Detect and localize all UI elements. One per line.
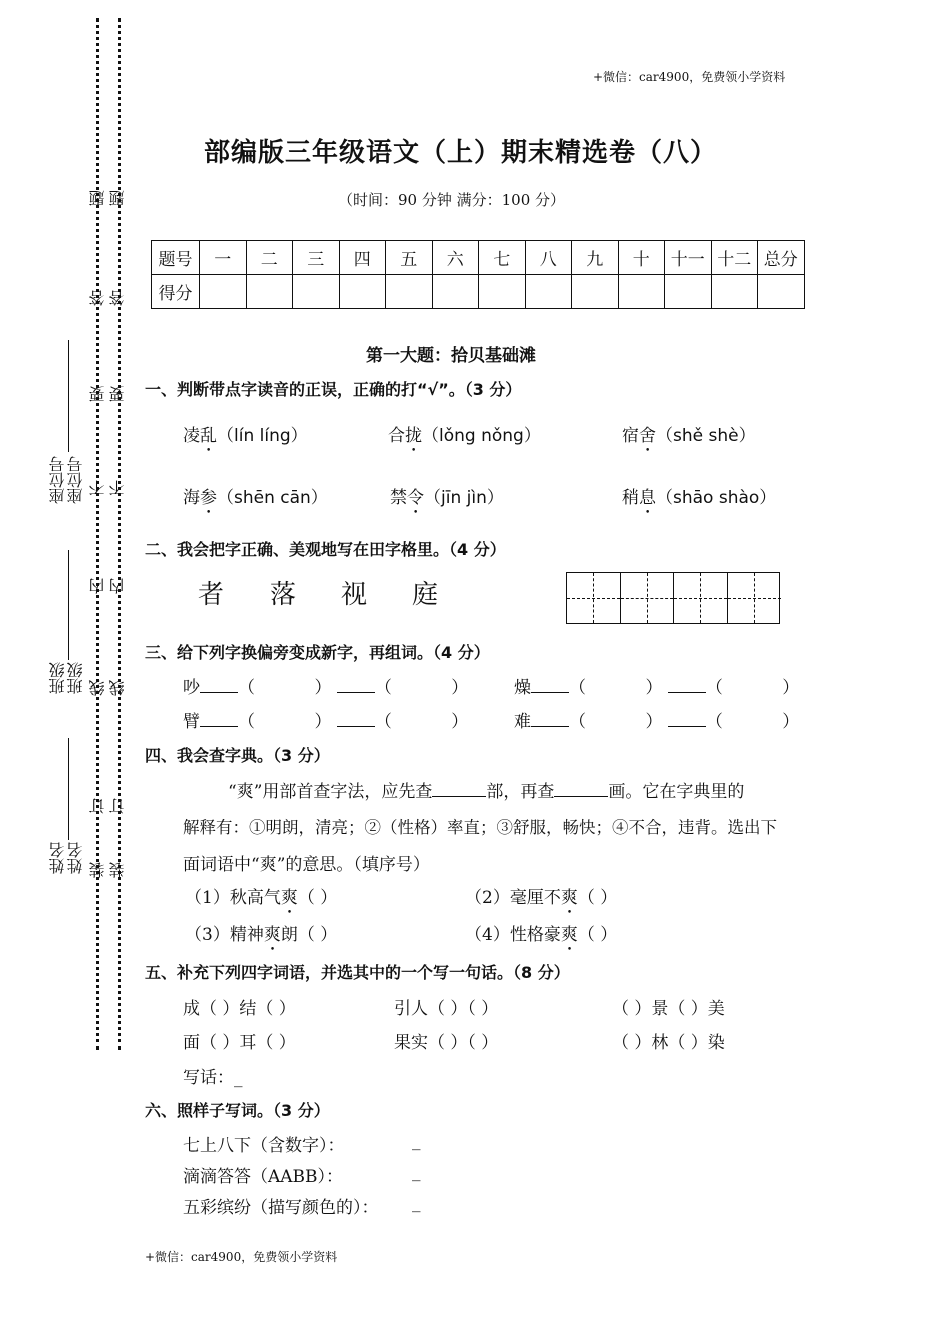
- q1-item-5: 禁令（jīn jìn）: [390, 488, 504, 508]
- q5-row1-item1: 成（ ）结（ ）: [183, 999, 296, 1019]
- binding-word: 不: [88, 480, 107, 496]
- score-col-9: 九: [572, 241, 619, 275]
- score-col-2: 二: [246, 241, 293, 275]
- q4-item-1: （1）秋高气爽（ ）: [185, 888, 338, 908]
- score-input-4[interactable]: [339, 275, 386, 309]
- name-field-label-2: 姓名: [66, 842, 85, 874]
- binding-dotted-line-left: [96, 18, 99, 1050]
- q1-item-6: 稍息（shāo shào）: [622, 488, 777, 508]
- binding-word: 要: [108, 386, 127, 402]
- q2-char-3: 视: [341, 580, 368, 610]
- page-subtitle: （时间：90 分钟 满分：100 分）: [338, 191, 566, 209]
- score-input-7[interactable]: [479, 275, 526, 309]
- seat-field-label: 座位号: [48, 456, 67, 504]
- q3-row1-a: 吵 （ ） （ ）: [183, 678, 469, 698]
- q4-paragraph-line3: 面词语中“爽”的意思。（填序号）: [183, 855, 430, 875]
- q1-title: 一、判断带点字读音的正误，正确的打“√”。（3 分）: [145, 380, 522, 399]
- q5-row2-item3: （ ）林（ ）染: [612, 1033, 725, 1053]
- q4-item-3: （3）精神爽朗（ ）: [185, 925, 338, 945]
- score-input-total[interactable]: [758, 275, 805, 309]
- score-table-score-row: [152, 275, 805, 309]
- score-col-total: 总分: [758, 241, 805, 275]
- tianzige-cell[interactable]: [621, 573, 675, 623]
- binding-word: 不: [108, 480, 127, 496]
- score-col-3: 三: [293, 241, 340, 275]
- watermark-bottom: +微信：car4900，免费领小学资料: [145, 1250, 338, 1264]
- class-field-label-2: 班级: [66, 662, 85, 694]
- score-table: [151, 240, 805, 309]
- score-col-10: 十: [618, 241, 665, 275]
- q1-item-2: 合拢（lǒng nǒng）: [388, 426, 541, 446]
- q5-title: 五、补充下列四字词语，并选其中的一个写一句话。（8 分）: [145, 963, 570, 982]
- q2-char-2: 落: [270, 580, 297, 610]
- q5-write-line[interactable]: 写话：_: [183, 1068, 243, 1088]
- score-input-6[interactable]: [432, 275, 479, 309]
- q2-title: 二、我会把字正确、美观地写在田字格里。（4 分）: [145, 540, 506, 559]
- score-col-6: 六: [432, 241, 479, 275]
- q6-title: 六、照样子写词。（3 分）: [145, 1101, 330, 1120]
- q3-row2-a: 臂 （ ） （ ）: [183, 712, 469, 732]
- binding-word: 要: [88, 386, 107, 402]
- score-col-7: 七: [479, 241, 526, 275]
- score-col-12: 十二: [711, 241, 758, 275]
- binding-word: 答: [88, 290, 107, 306]
- binding-dotted-line-right: [118, 18, 121, 1050]
- q4-paragraph-line2: 解释有：①明朗，清亮；②（性格）率直；③舒服，畅快；④不合，违背。选出下: [183, 818, 777, 837]
- score-col-5: 五: [386, 241, 433, 275]
- q5-row2-item1: 面（ ）耳（ ）: [183, 1033, 296, 1053]
- q2-char-4: 庭: [412, 580, 439, 610]
- q6-item-2-blank[interactable]: _: [412, 1162, 421, 1182]
- binding-word: 线: [108, 680, 127, 696]
- score-input-5[interactable]: [386, 275, 433, 309]
- score-input-1[interactable]: [200, 275, 247, 309]
- q4-paragraph-line1: “爽”用部首查字法，应先查 部，再查 画。它在字典里的: [228, 782, 745, 802]
- score-input-11[interactable]: [665, 275, 712, 309]
- binding-word: 内: [108, 578, 127, 594]
- q5-row2-item2: 果实（ ）（ ）: [394, 1033, 499, 1053]
- binding-word: 装: [108, 862, 127, 878]
- score-col-4: 四: [339, 241, 386, 275]
- q3-title: 三、给下列字换偏旁变成新字，再组词。（4 分）: [145, 643, 490, 662]
- name-field-line[interactable]: [68, 738, 69, 840]
- score-input-10[interactable]: [618, 275, 665, 309]
- seat-field-label-2: 座位号: [66, 456, 85, 504]
- binding-word: 答: [108, 290, 127, 306]
- q4-title: 四、我会查字典。（3 分）: [145, 746, 330, 765]
- page-title: 部编版三年级语文（上）期末精选卷（八）: [204, 138, 718, 168]
- binding-word: 内: [88, 578, 107, 594]
- q2-char-1: 者: [198, 580, 225, 610]
- watermark-top: +微信：car4900，免费领小学资料: [593, 70, 786, 84]
- score-input-2[interactable]: [246, 275, 293, 309]
- score-input-9[interactable]: [572, 275, 619, 309]
- q3-row1-b: 燥 （ ） （ ）: [514, 678, 800, 698]
- class-field-line[interactable]: [68, 550, 69, 660]
- q6-item-2-label: 滴滴答答（AABB）：: [183, 1167, 344, 1187]
- binding-word: 线: [88, 680, 107, 696]
- tianzige-cell[interactable]: [567, 573, 621, 623]
- q6-item-1-label: 七上八下（含数字）：: [183, 1136, 345, 1156]
- q4-item-2: （2）毫厘不爽（ ）: [465, 888, 618, 908]
- seat-field-line[interactable]: [68, 340, 69, 452]
- score-col-11: 十一: [665, 241, 712, 275]
- score-row-label: 得分: [152, 275, 200, 309]
- q3-row2-b: 难 （ ） （ ）: [514, 712, 800, 732]
- score-col-8: 八: [525, 241, 572, 275]
- q6-item-3-label: 五彩缤纷（描写颜色的）：: [183, 1198, 379, 1218]
- name-field-label: 姓名: [48, 842, 67, 874]
- score-table-header-row: [152, 241, 805, 275]
- tianzige-grid[interactable]: [566, 572, 780, 624]
- section1-title: 第一大题：拾贝基础滩: [366, 346, 536, 366]
- binding-word: 订: [108, 798, 127, 814]
- class-field-label: 班级: [48, 662, 67, 694]
- q6-item-1-blank[interactable]: _: [412, 1131, 421, 1151]
- q5-row1-item2: 引人（ ）（ ）: [394, 999, 499, 1019]
- binding-word: 题: [108, 190, 127, 206]
- score-cell-label: 题号: [152, 241, 200, 275]
- tianzige-cell[interactable]: [674, 573, 728, 623]
- score-col-1: 一: [200, 241, 247, 275]
- score-input-8[interactable]: [525, 275, 572, 309]
- tianzige-cell[interactable]: [728, 573, 782, 623]
- score-input-12[interactable]: [711, 275, 758, 309]
- binding-word: 订: [88, 798, 107, 814]
- q1-item-4: 海参（shēn cān）: [183, 488, 328, 508]
- q1-item-3: 宿舍（shě shè）: [622, 426, 756, 446]
- binding-word: 题: [88, 190, 107, 206]
- q6-item-3-blank[interactable]: _: [412, 1193, 421, 1213]
- q4-item-4: （4）性格豪爽（ ）: [465, 925, 618, 945]
- score-input-3[interactable]: [293, 275, 340, 309]
- q5-row1-item3: （ ）景（ ）美: [612, 999, 725, 1019]
- binding-word: 装: [88, 862, 107, 878]
- q1-item-1: 凌乱（lín líng）: [183, 426, 308, 446]
